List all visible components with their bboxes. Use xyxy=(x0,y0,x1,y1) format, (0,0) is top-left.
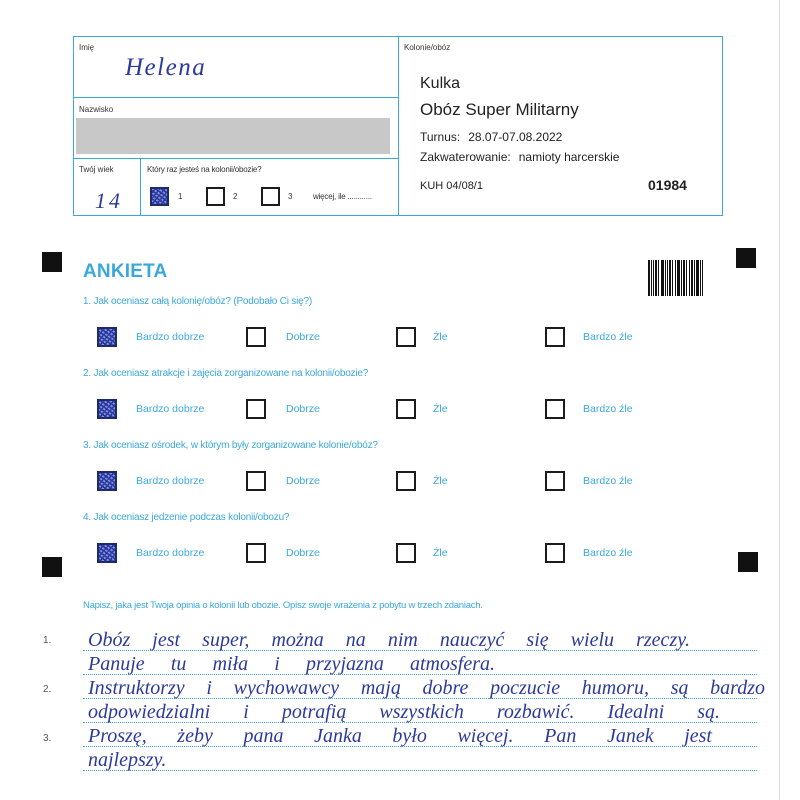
q4-bardzo-zle-label: Bardzo źle xyxy=(583,547,633,559)
question-2 xyxy=(0,367,800,439)
q1-zle-checkbox[interactable] xyxy=(396,327,416,347)
sentence-number-2: 2. xyxy=(43,684,52,695)
q2-bardzo-dobrze-checkbox[interactable] xyxy=(97,399,117,419)
first-name-value: Helena xyxy=(125,54,207,81)
visit-count-label: Który raz jesteś na kolonii/obozie? xyxy=(147,165,262,174)
sentence-number-1: 1. xyxy=(43,635,52,646)
handwritten-line: Obóz jest super, można na nim nauczyć się wielu rzeczy. xyxy=(88,629,690,651)
q1-zle-label: Źle xyxy=(433,331,448,343)
visit-3-label: 3 xyxy=(288,192,293,201)
q1-bardzo-dobrze-checkbox[interactable] xyxy=(97,327,117,347)
q3-dobrze-label: Dobrze xyxy=(286,475,320,487)
turnus-row xyxy=(420,129,562,145)
sentence-number-3: 3. xyxy=(43,733,52,744)
turnus-label: Turnus: xyxy=(420,130,461,144)
q3-zle-checkbox[interactable] xyxy=(396,471,416,491)
q1-bardzo-dobrze-label: Bardzo dobrze xyxy=(136,331,205,343)
visit-1-label: 1 xyxy=(178,192,183,201)
handwritten-line: Instruktorzy i wychowawcy mają dobre poczucie humoru, są bardzo xyxy=(88,677,765,699)
camper-info-box xyxy=(73,36,723,216)
handwritten-line: Proszę, żeby pana Janka było więcej. Pan Janek jest xyxy=(88,725,712,747)
q4-bardzo-dobrze-label: Bardzo dobrze xyxy=(136,547,205,559)
question-4 xyxy=(0,511,800,583)
q4-dobrze-checkbox[interactable] xyxy=(246,543,266,563)
handwritten-line: Panuje tu miła i przyjazna atmosfera. xyxy=(88,653,495,675)
question-1-text: 1. Jak oceniasz całą kolonię/obóz? (Podobało Ci się?) xyxy=(83,296,312,307)
q4-bardzo-dobrze-checkbox[interactable] xyxy=(97,543,117,563)
question-4-text: 4. Jak oceniasz jedzenie podczas kolonii/obozu? xyxy=(83,512,290,523)
q2-bardzo-zle-label: Bardzo źle xyxy=(583,403,633,415)
age-field[interactable] xyxy=(74,159,140,215)
last-name-label: Nazwisko xyxy=(79,105,114,114)
handwritten-line: odpowiedzialni i potrafią wszystkich rozbawić. Idealni są. xyxy=(88,701,720,723)
q3-bardzo-dobrze-label: Bardzo dobrze xyxy=(136,475,205,487)
q1-bardzo-zle-checkbox[interactable] xyxy=(545,327,565,347)
handwritten-line: najlepszy. xyxy=(88,749,167,771)
form-number: 01984 xyxy=(648,177,687,193)
registration-mark-top-left xyxy=(42,252,62,272)
survey-title: ANKIETA xyxy=(83,261,168,282)
visit-more-field[interactable]: więcej, ile ............ xyxy=(313,192,372,201)
q2-zle-checkbox[interactable] xyxy=(396,399,416,419)
camp-name: Kulka xyxy=(420,75,461,92)
q3-dobrze-checkbox[interactable] xyxy=(246,471,266,491)
camp-info xyxy=(399,37,722,215)
redaction-box xyxy=(76,118,390,154)
q2-bardzo-zle-checkbox[interactable] xyxy=(545,399,565,419)
accommodation-row xyxy=(420,149,619,165)
visit-2-label: 2 xyxy=(233,192,238,201)
visit-2-checkbox[interactable] xyxy=(206,187,225,206)
q1-bardzo-zle-label: Bardzo źle xyxy=(583,331,633,343)
last-name-field[interactable] xyxy=(74,98,398,158)
q4-zle-checkbox[interactable] xyxy=(396,543,416,563)
question-1 xyxy=(0,295,800,367)
q2-dobrze-label: Dobrze xyxy=(286,403,320,415)
question-3 xyxy=(0,439,800,511)
q1-dobrze-checkbox[interactable] xyxy=(246,327,266,347)
camp-label: Kolonie/obóz xyxy=(404,43,451,52)
q3-bardzo-dobrze-checkbox[interactable] xyxy=(97,471,117,491)
registration-mark-top-right xyxy=(736,248,756,268)
accommodation-value: namioty harcerskie xyxy=(518,150,620,164)
first-name-field[interactable] xyxy=(74,37,398,97)
opinion-prompt: Napisz, jaka jest Twoja opinia o kolonii lub obozie. Opisz swoje wrażenia z pobytu w trzech zdaniach. xyxy=(83,600,483,611)
question-3-text: 3. Jak oceniasz ośrodek, w którym były zorganizowane kolonie/obóz? xyxy=(83,440,378,451)
q4-dobrze-label: Dobrze xyxy=(286,547,320,559)
first-name-label: Imię xyxy=(79,43,95,52)
age-value: 14 xyxy=(95,188,123,213)
q3-bardzo-zle-checkbox[interactable] xyxy=(545,471,565,491)
visit-3-checkbox[interactable] xyxy=(261,187,280,206)
q4-bardzo-zle-checkbox[interactable] xyxy=(545,543,565,563)
visit-count-group xyxy=(141,159,398,215)
camp-code: KUH 04/08/1 xyxy=(420,180,483,192)
q3-bardzo-zle-label: Bardzo źle xyxy=(583,475,633,487)
camp-type: Obóz Super Militarny xyxy=(420,100,579,119)
question-2-text: 2. Jak oceniasz atrakcje i zajęcia zorganizowane na kolonii/obozie? xyxy=(83,368,369,379)
q2-dobrze-checkbox[interactable] xyxy=(246,399,266,419)
q3-zle-label: Źle xyxy=(433,475,448,487)
barcode xyxy=(648,260,703,296)
q4-zle-label: Źle xyxy=(433,547,448,559)
q2-bardzo-dobrze-label: Bardzo dobrze xyxy=(136,403,205,415)
visit-1-checkbox[interactable] xyxy=(150,187,169,206)
q2-zle-label: Źle xyxy=(433,403,448,415)
turnus-value: 28.07-07.08.2022 xyxy=(468,130,563,144)
q1-dobrze-label: Dobrze xyxy=(286,331,320,343)
age-label: Twój wiek xyxy=(79,165,114,174)
accommodation-label: Zakwaterowanie: xyxy=(420,150,511,164)
